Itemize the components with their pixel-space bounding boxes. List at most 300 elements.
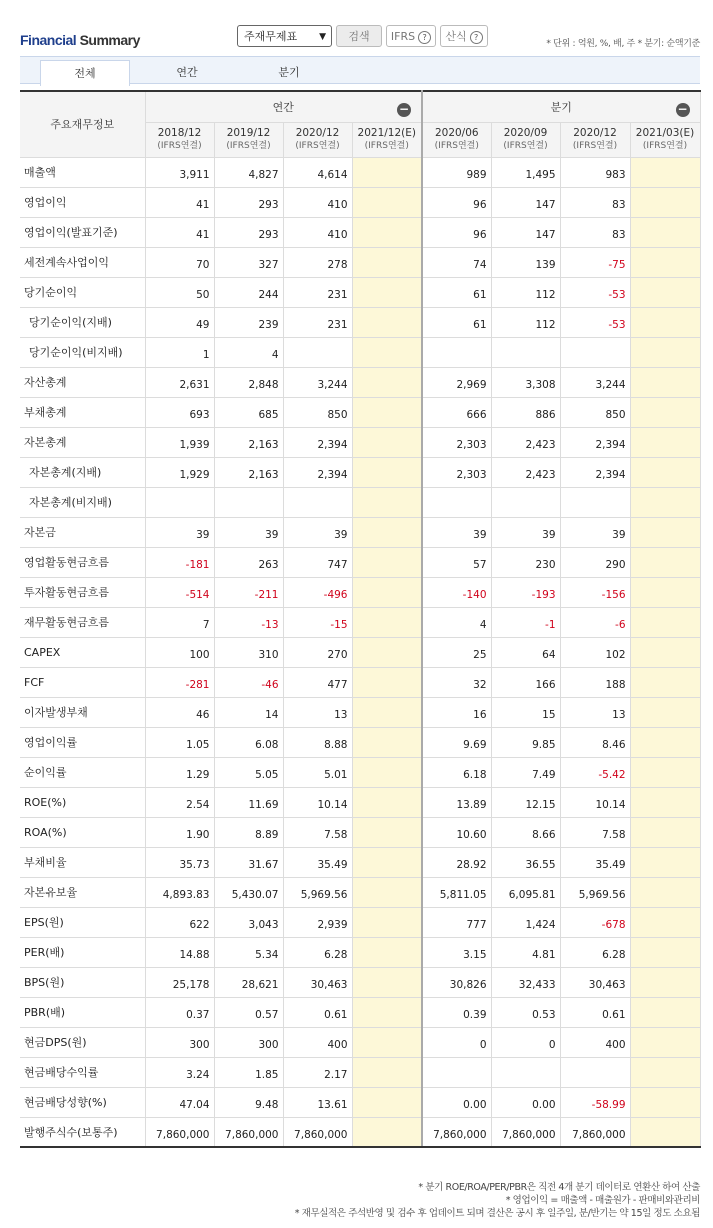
table-cell: 147 [491, 187, 560, 217]
table-cell: 30,463 [560, 967, 630, 997]
table-cell: -53 [560, 277, 630, 307]
table-cell [352, 307, 422, 337]
table-cell: -75 [560, 247, 630, 277]
table-cell: 0.61 [283, 997, 352, 1027]
row-label: 부채비율 [20, 847, 145, 877]
table-cell [630, 697, 700, 727]
table-row [20, 907, 700, 937]
table-row [20, 1087, 700, 1117]
footnote: * 재무실적은 주석반영 및 검수 후 업데이트 되며 결산은 공시 후 일주일, 분/반기는 약 15일 정도 소요됨 [294, 1208, 700, 1219]
table-cell: 14 [214, 697, 283, 727]
table-cell: -181 [145, 547, 214, 577]
table-cell: 2,394 [560, 457, 630, 487]
table-cell [352, 877, 422, 907]
row-label: 부채총계 [20, 397, 145, 427]
table-cell: -678 [560, 907, 630, 937]
table-row [20, 397, 700, 427]
table-cell: 2,394 [283, 457, 352, 487]
table-cell: 310 [214, 637, 283, 667]
table-cell: 4,893.83 [145, 877, 214, 907]
table-cell [630, 547, 700, 577]
table-cell [630, 1027, 700, 1057]
table-cell: 50 [145, 277, 214, 307]
table-cell: 850 [560, 397, 630, 427]
table-row [20, 1057, 700, 1087]
table-cell: 6,095.81 [491, 877, 560, 907]
table-cell: -211 [214, 577, 283, 607]
table-cell [630, 937, 700, 967]
table-cell [352, 907, 422, 937]
table-cell: 70 [145, 247, 214, 277]
row-label: 영업이익률 [20, 727, 145, 757]
row-label: 당기순이익 [20, 277, 145, 307]
table-cell: 0.37 [145, 997, 214, 1027]
table-cell [630, 187, 700, 217]
table-cell: 400 [283, 1027, 352, 1057]
table-cell: 39 [422, 517, 491, 547]
table-cell [630, 967, 700, 997]
table-cell: 6.28 [283, 937, 352, 967]
table-cell [352, 967, 422, 997]
table-cell: 989 [422, 157, 491, 187]
table-cell: 112 [491, 307, 560, 337]
table-cell: 96 [422, 187, 491, 217]
unit-note: * 단위 : 억원, %, 배, 주 * 분기: 순액기준 [546, 39, 700, 49]
column-period: 2018/12 [157, 126, 202, 139]
table-cell [352, 157, 422, 187]
table-cell [352, 787, 422, 817]
table-cell: 622 [145, 907, 214, 937]
table-cell [630, 1117, 700, 1147]
table-cell: 263 [214, 547, 283, 577]
table-row [20, 757, 700, 787]
table-cell: 239 [214, 307, 283, 337]
table-cell [352, 427, 422, 457]
table-cell [422, 337, 491, 367]
table-cell: 7,860,000 [283, 1117, 352, 1147]
table-cell: 327 [214, 247, 283, 277]
table-cell: 9.48 [214, 1087, 283, 1117]
row-label: 현금DPS(원) [20, 1027, 145, 1057]
table-row [20, 847, 700, 877]
formula-label: 산식 [445, 30, 467, 43]
table-cell: -156 [560, 577, 630, 607]
table-cell: 4,827 [214, 157, 283, 187]
table-row [20, 967, 700, 997]
table-cell: 100 [145, 637, 214, 667]
table-row [20, 1117, 700, 1147]
table-cell: 31.67 [214, 847, 283, 877]
row-label: BPS(원) [20, 967, 145, 997]
table-row [20, 217, 700, 247]
table-cell: 74 [422, 247, 491, 277]
column-period: 2020/09 [503, 126, 548, 139]
table-row [20, 727, 700, 757]
formula-help-button[interactable] [440, 25, 488, 47]
table-cell: 293 [214, 187, 283, 217]
table-row [20, 877, 700, 907]
table-row [20, 517, 700, 547]
table-cell: 666 [422, 397, 491, 427]
row-label: 당기순이익(지배) [20, 307, 145, 337]
table-cell [352, 367, 422, 397]
table-cell: 1,929 [145, 457, 214, 487]
row-label: 자산총계 [20, 367, 145, 397]
table-row [20, 817, 700, 847]
row-label: 세전계속사업이익 [20, 247, 145, 277]
table-cell: 3.15 [422, 937, 491, 967]
table-cell [630, 637, 700, 667]
row-label: 영업활동현금흐름 [20, 547, 145, 577]
table-cell: 0.53 [491, 997, 560, 1027]
table-cell [630, 1057, 700, 1087]
table-cell [630, 337, 700, 367]
table-cell: 1.90 [145, 817, 214, 847]
table-cell: 41 [145, 217, 214, 247]
table-cell: 3,244 [283, 367, 352, 397]
table-cell: 693 [145, 397, 214, 427]
table-cell: 290 [560, 547, 630, 577]
table-cell: 2,394 [283, 427, 352, 457]
table-cell: -58.99 [560, 1087, 630, 1117]
table-cell: 35.73 [145, 847, 214, 877]
table-row [20, 547, 700, 577]
table-cell [630, 787, 700, 817]
table-cell: 2,423 [491, 427, 560, 457]
table-cell: 2,394 [560, 427, 630, 457]
table-cell: -13 [214, 607, 283, 637]
table-cell [630, 517, 700, 547]
table-cell: 1.29 [145, 757, 214, 787]
table-cell: 7,860,000 [491, 1117, 560, 1147]
table-cell: 4 [214, 337, 283, 367]
period-tabs [20, 56, 700, 84]
table-cell [352, 637, 422, 667]
footnotes [295, 1181, 700, 1220]
table-cell: -140 [422, 577, 491, 607]
table-cell: 13.89 [422, 787, 491, 817]
financial-summary-table [20, 90, 701, 1148]
table-cell: 41 [145, 187, 214, 217]
table-cell: 293 [214, 217, 283, 247]
table-cell [352, 607, 422, 637]
table-row [20, 157, 700, 187]
row-label: 자본총계 [20, 427, 145, 457]
search-button[interactable]: 검색 [336, 25, 382, 47]
table-cell: 7.49 [491, 757, 560, 787]
chevron-down-icon: ▼ [319, 32, 326, 42]
table-row [20, 457, 700, 487]
table-cell: -281 [145, 667, 214, 697]
column-period: 2020/12 [573, 126, 617, 139]
table-cell [352, 757, 422, 787]
column-header [214, 122, 283, 157]
table-cell: 32 [422, 667, 491, 697]
table-cell [630, 1087, 700, 1117]
table-cell: 4,614 [283, 157, 352, 187]
collapse-quarter-icon[interactable]: − [677, 102, 688, 116]
table-cell: 2,423 [491, 457, 560, 487]
tab-quarter[interactable]: 분기 [278, 66, 300, 79]
title-part2: Summary [79, 32, 140, 48]
table-cell [352, 457, 422, 487]
table-cell: 39 [491, 517, 560, 547]
table-cell [352, 337, 422, 367]
table-cell: 0.39 [422, 997, 491, 1027]
statement-type-select[interactable] [237, 25, 332, 47]
table-cell: 83 [560, 217, 630, 247]
table-row [20, 997, 700, 1027]
column-header [145, 122, 214, 157]
table-cell: 0.00 [491, 1087, 560, 1117]
table-cell [145, 487, 214, 517]
table-cell [630, 457, 700, 487]
table-cell: 30,826 [422, 967, 491, 997]
table-cell [422, 1057, 491, 1087]
table-cell: 166 [491, 667, 560, 697]
table-cell [352, 1117, 422, 1147]
table-cell: -514 [145, 577, 214, 607]
table-cell [630, 217, 700, 247]
table-cell: 2,939 [283, 907, 352, 937]
table-row [20, 937, 700, 967]
table-cell: 39 [283, 517, 352, 547]
collapse-annual-icon[interactable]: − [398, 102, 410, 116]
table-cell [630, 847, 700, 877]
table-cell: 25,178 [145, 967, 214, 997]
table-cell [630, 157, 700, 187]
row-label: 재무활동현금흐름 [20, 607, 145, 637]
table-cell [352, 1087, 422, 1117]
table-cell: 96 [422, 217, 491, 247]
table-cell: 16 [422, 697, 491, 727]
table-cell [630, 277, 700, 307]
table-cell: 6.28 [560, 937, 630, 967]
table-cell [283, 487, 352, 517]
table-cell: 5,969.56 [283, 877, 352, 907]
row-label: 투자활동현금흐름 [20, 577, 145, 607]
table-cell [630, 607, 700, 637]
table-cell [352, 847, 422, 877]
table-cell [630, 757, 700, 787]
ifrs-help-button[interactable] [386, 25, 436, 47]
row-label: 매출액 [20, 157, 145, 187]
title-part1: Financial [20, 32, 77, 48]
table-cell: 231 [283, 307, 352, 337]
table-cell: 5.34 [214, 937, 283, 967]
table-cell: 14.88 [145, 937, 214, 967]
table-cell: 410 [283, 187, 352, 217]
table-cell [630, 367, 700, 397]
table-cell: -5.42 [560, 757, 630, 787]
table-cell [560, 1057, 630, 1087]
table-cell: 3,911 [145, 157, 214, 187]
annual-group-label: 연간 [272, 100, 294, 114]
table-cell [630, 577, 700, 607]
column-basis: (IFRS연결) [226, 140, 271, 151]
table-cell [352, 217, 422, 247]
table-cell: 477 [283, 667, 352, 697]
table-row [20, 187, 700, 217]
table-cell: 35.49 [283, 847, 352, 877]
table-cell: 5.05 [214, 757, 283, 787]
table-cell: 12.15 [491, 787, 560, 817]
table-cell [630, 397, 700, 427]
table-cell: 13 [560, 697, 630, 727]
table-cell: 7 [145, 607, 214, 637]
table-cell: 1.85 [214, 1057, 283, 1087]
table-cell: -53 [560, 307, 630, 337]
column-basis: (IFRS연결) [157, 140, 202, 151]
quarter-group-label: 분기 [550, 100, 572, 114]
table-cell: 188 [560, 667, 630, 697]
table-cell: 3,244 [560, 367, 630, 397]
table-cell: 25 [422, 637, 491, 667]
table-cell: 39 [145, 517, 214, 547]
tab-all[interactable]: 전체 [40, 60, 130, 86]
table-row [20, 337, 700, 367]
table-cell: 47.04 [145, 1087, 214, 1117]
row-label: PBR(배) [20, 997, 145, 1027]
page-title [20, 32, 140, 48]
table-cell: 8.88 [283, 727, 352, 757]
tab-annual[interactable]: 연간 [176, 66, 198, 79]
table-cell: 3,043 [214, 907, 283, 937]
row-label: 이자발생부채 [20, 697, 145, 727]
table-cell: 2,303 [422, 457, 491, 487]
table-cell: 0.00 [422, 1087, 491, 1117]
table-cell: 57 [422, 547, 491, 577]
table-cell [422, 487, 491, 517]
table-cell: 2,163 [214, 457, 283, 487]
column-basis: (IFRS연결) [503, 140, 548, 151]
table-row [20, 607, 700, 637]
table-cell: 7.58 [283, 817, 352, 847]
table-cell [630, 877, 700, 907]
table-cell: 2,631 [145, 367, 214, 397]
column-period: 2021/03(E) [635, 126, 695, 139]
table-cell: 7.58 [560, 817, 630, 847]
table-cell [560, 337, 630, 367]
table-cell: 4 [422, 607, 491, 637]
table-cell: 0 [422, 1027, 491, 1057]
table-cell: 7,860,000 [560, 1117, 630, 1147]
table-cell: 886 [491, 397, 560, 427]
table-cell: 32,433 [491, 967, 560, 997]
table-cell: 6.08 [214, 727, 283, 757]
row-label: 순이익률 [20, 757, 145, 787]
table-cell: 777 [422, 907, 491, 937]
table-cell: 2,303 [422, 427, 491, 457]
table-cell [352, 187, 422, 217]
table-row [20, 307, 700, 337]
table-cell: 6.18 [422, 757, 491, 787]
table-cell [630, 817, 700, 847]
table-cell: 400 [560, 1027, 630, 1057]
quarter-group-header [422, 91, 700, 122]
column-basis: (IFRS연결) [434, 140, 479, 151]
table-cell: 13 [283, 697, 352, 727]
table-cell: 5,430.07 [214, 877, 283, 907]
row-label: PER(배) [20, 937, 145, 967]
table-cell: 15 [491, 697, 560, 727]
table-row [20, 367, 700, 397]
table-row [20, 697, 700, 727]
table-cell [352, 937, 422, 967]
table-cell: 270 [283, 637, 352, 667]
row-label: ROE(%) [20, 787, 145, 817]
table-cell: 7,860,000 [214, 1117, 283, 1147]
table-cell: 13.61 [283, 1087, 352, 1117]
column-period: 2019/12 [226, 126, 271, 139]
table-cell: 61 [422, 277, 491, 307]
table-cell: 8.89 [214, 817, 283, 847]
table-cell: 139 [491, 247, 560, 277]
row-label: 발행주식수(보통주) [20, 1117, 145, 1147]
table-cell [352, 397, 422, 427]
table-cell: 0.61 [560, 997, 630, 1027]
table-row [20, 637, 700, 667]
table-cell: 231 [283, 277, 352, 307]
column-header [560, 122, 630, 157]
table-cell: 28.92 [422, 847, 491, 877]
table-cell: 4.81 [491, 937, 560, 967]
table-cell: 10.14 [560, 787, 630, 817]
table-cell [352, 517, 422, 547]
column-header [630, 122, 700, 157]
table-cell: 36.55 [491, 847, 560, 877]
table-cell: 112 [491, 277, 560, 307]
label-column-header: 주요재무정보 [20, 91, 145, 157]
row-label: 자본총계(지배) [20, 457, 145, 487]
table-cell: 83 [560, 187, 630, 217]
table-cell: 0 [491, 1027, 560, 1057]
table-cell: 8.66 [491, 817, 560, 847]
table-row [20, 1027, 700, 1057]
column-header [283, 122, 352, 157]
table-cell [630, 487, 700, 517]
table-cell [630, 667, 700, 697]
table-cell [352, 247, 422, 277]
table-cell: 983 [560, 157, 630, 187]
table-cell: 49 [145, 307, 214, 337]
table-row [20, 247, 700, 277]
column-basis: (IFRS연결) [295, 140, 340, 151]
table-cell: -193 [491, 577, 560, 607]
ifrs-label: IFRS [390, 30, 416, 43]
table-cell: 1,939 [145, 427, 214, 457]
column-basis: (IFRS연결) [572, 140, 618, 151]
annual-group-header [145, 91, 422, 122]
table-cell: 850 [283, 397, 352, 427]
table-cell: 0.57 [214, 997, 283, 1027]
top-bar [0, 0, 713, 56]
table-row [20, 487, 700, 517]
table-cell: 102 [560, 637, 630, 667]
table-row [20, 787, 700, 817]
column-header [491, 122, 560, 157]
column-period: 2020/12 [295, 126, 340, 139]
table-cell [352, 547, 422, 577]
row-label: 현금배당수익률 [20, 1057, 145, 1087]
table-cell [352, 997, 422, 1027]
table-cell: 64 [491, 637, 560, 667]
row-label: 영업이익 [20, 187, 145, 217]
table-cell: 1,495 [491, 157, 560, 187]
table-row [20, 427, 700, 457]
table-cell: 1,424 [491, 907, 560, 937]
column-basis: (IFRS연결) [364, 140, 409, 151]
